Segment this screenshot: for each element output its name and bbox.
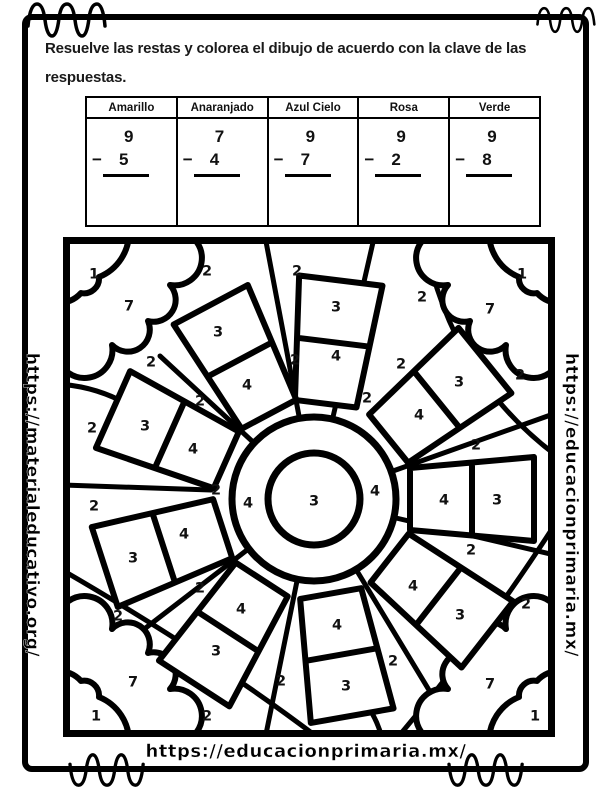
- region-number: 4: [187, 441, 199, 458]
- worksheet-title-line1: Resuelve las restas y colorea el dibujo de acuerdo con la clave de las: [45, 40, 527, 57]
- region-number: 2: [86, 420, 98, 437]
- region-number: 3: [330, 299, 342, 316]
- left-site-url[interactable]: https://materialeducativo.org/: [22, 352, 42, 658]
- region-number: 2: [395, 356, 407, 373]
- key-color-header: Verde: [449, 97, 540, 118]
- region-number: 1: [516, 266, 528, 283]
- key-problem-cell: [449, 118, 540, 226]
- key-color-header: Anaranjado: [177, 97, 268, 118]
- coloring-picture-svg: [63, 237, 555, 737]
- minuend: 9: [396, 127, 406, 146]
- region-number: 4: [331, 617, 343, 634]
- coloring-picture: [63, 237, 555, 737]
- key-color-header: Azul Cielo: [268, 97, 359, 118]
- minus-sign: −: [455, 150, 466, 169]
- minus-sign: −: [273, 150, 284, 169]
- key-problem-cell: [177, 118, 268, 226]
- region-number: 2: [210, 482, 222, 499]
- region-number: 2: [465, 542, 477, 559]
- region-number: 1: [88, 266, 100, 283]
- region-number: 7: [484, 301, 496, 318]
- answer-line[interactable]: [285, 170, 331, 177]
- subtrahend: 2: [391, 150, 401, 169]
- region-number: 4: [241, 377, 253, 394]
- region-number: 7: [127, 674, 139, 691]
- region-number: 2: [416, 289, 428, 306]
- region-number: 3: [454, 607, 466, 624]
- region-number: 4: [438, 492, 450, 509]
- region-number: 2: [289, 352, 301, 369]
- region-number: 2: [275, 673, 287, 690]
- region-number: 2: [201, 708, 213, 725]
- region-number: 3: [308, 493, 320, 510]
- region-number: 3: [210, 643, 222, 660]
- region-number: 3: [127, 550, 139, 567]
- minuend: 9: [124, 127, 134, 146]
- region-number: 2: [201, 263, 213, 280]
- answer-line[interactable]: [194, 170, 240, 177]
- minuend: 9: [487, 127, 497, 146]
- region-number: 3: [139, 418, 151, 435]
- region-number: 2: [194, 393, 206, 410]
- region-number: 4: [242, 495, 254, 512]
- answer-line[interactable]: [375, 170, 421, 177]
- region-number: 3: [212, 324, 224, 341]
- region-number: 2: [145, 354, 157, 371]
- minus-sign: −: [364, 150, 375, 169]
- sun-ray: [410, 457, 534, 541]
- subtrahend: 7: [300, 150, 311, 169]
- key-problem-cell: [268, 118, 359, 226]
- answer-key-table: [85, 96, 541, 227]
- region-number: 3: [491, 492, 503, 509]
- region-number: 4: [407, 578, 419, 595]
- region-number: 2: [520, 596, 532, 613]
- key-problem-cell: [358, 118, 449, 226]
- minuend: 9: [305, 127, 316, 146]
- region-number: 4: [369, 483, 381, 500]
- key-table-body-row: [86, 118, 540, 226]
- region-number: 2: [361, 390, 373, 407]
- region-number: 2: [194, 580, 206, 597]
- subtrahend: 4: [209, 150, 220, 169]
- region-number: 2: [387, 653, 399, 670]
- bottom-site-url[interactable]: https://educacionprimaria.mx/: [145, 741, 467, 762]
- answer-line[interactable]: [466, 170, 512, 177]
- region-number: 1: [529, 708, 541, 725]
- subtrahend: 5: [119, 150, 129, 169]
- worksheet-title-line2: respuestas.: [45, 69, 127, 86]
- region-number: 2: [112, 608, 124, 625]
- key-table-header-row: [86, 97, 540, 118]
- minus-sign: −: [182, 150, 193, 169]
- key-color-header: Rosa: [358, 97, 449, 118]
- region-number: 4: [178, 526, 190, 543]
- region-number: 4: [330, 348, 342, 365]
- answer-line[interactable]: [103, 170, 149, 177]
- key-problem-cell: [86, 118, 177, 226]
- region-number: 2: [470, 437, 482, 454]
- worksheet-title: [45, 34, 565, 92]
- region-number: 2: [291, 263, 303, 280]
- region-number: 2: [88, 498, 100, 515]
- subtrahend: 8: [482, 150, 492, 169]
- region-number: 7: [123, 298, 135, 315]
- region-number: 3: [453, 374, 465, 391]
- minus-sign: −: [92, 150, 102, 169]
- sun-ray: [284, 276, 382, 409]
- region-number: 7: [484, 676, 496, 693]
- right-site-url[interactable]: https://educacionprimaria.mx/: [561, 353, 581, 657]
- key-color-header: Amarillo: [86, 97, 177, 118]
- region-number: 2: [514, 367, 526, 384]
- region-number: 1: [90, 708, 102, 725]
- region-number: 3: [340, 678, 352, 695]
- region-number: 4: [413, 407, 425, 424]
- minuend: 7: [214, 127, 225, 146]
- region-number: 4: [235, 601, 247, 618]
